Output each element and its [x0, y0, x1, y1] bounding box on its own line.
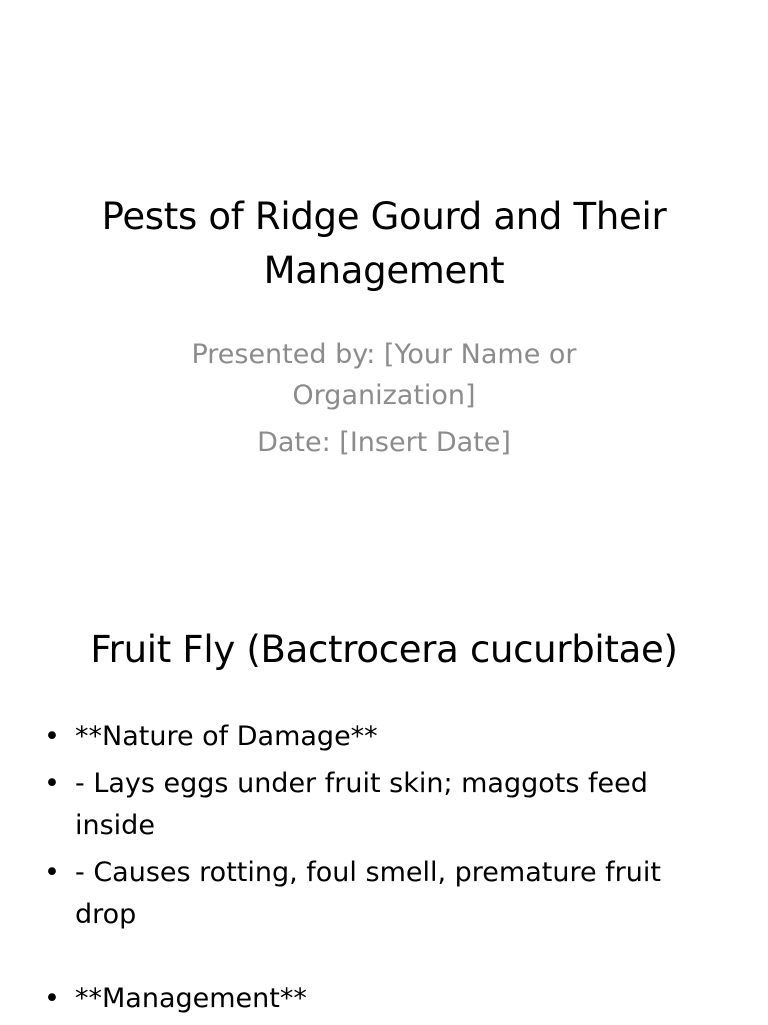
- bullet-text: **Nature of Damage**: [75, 721, 378, 752]
- content-slide: [0, 576, 768, 1024]
- date-text: Date: [Insert Date]: [257, 427, 511, 458]
- bullet-text: - Lays eggs under fruit skin; maggots feed inside: [75, 768, 648, 841]
- slide-title: Fruit Fly (Bactrocera cucurbitae): [90, 628, 678, 671]
- bullet-item: [44, 716, 704, 758]
- bullet-dot-icon: •: [44, 857, 60, 888]
- subtitle-block: [120, 334, 648, 463]
- bullet-item: [44, 852, 704, 936]
- bullet-dot-icon: •: [44, 983, 60, 1014]
- bullet-list: [44, 716, 704, 1025]
- presentation-title: Pests of Ridge Gourd and Their Management: [101, 195, 667, 292]
- presenter-text: Presented by: [Your Name or Organization]: [191, 339, 577, 411]
- bullet-item: [44, 763, 704, 847]
- bullet-text: - Causes rotting, foul smell, premature fruit drop: [75, 857, 661, 930]
- bullet-text: **Management**: [75, 983, 307, 1014]
- bullet-dot-icon: •: [44, 721, 60, 752]
- bullet-dot-icon: •: [44, 768, 60, 799]
- bullet-item: [44, 978, 704, 1020]
